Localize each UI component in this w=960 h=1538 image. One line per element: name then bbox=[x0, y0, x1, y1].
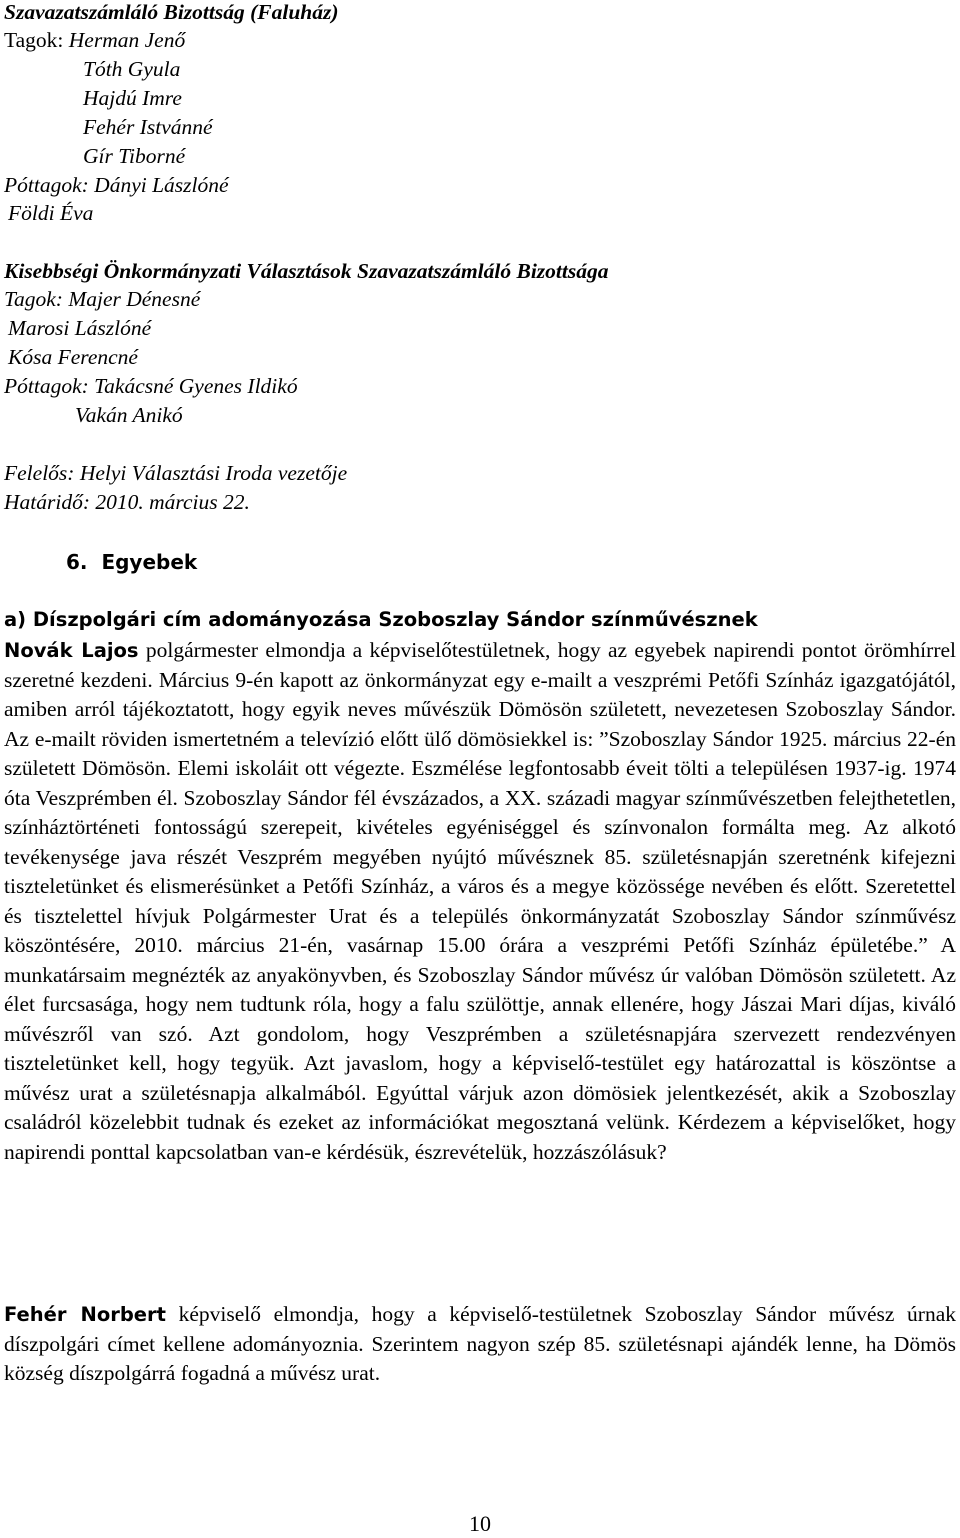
substitute-name: Földi Éva bbox=[8, 201, 94, 225]
member-name: Herman Jenő bbox=[68, 28, 186, 52]
paragraph-2 bbox=[4, 1300, 956, 1389]
paragraph-text: képviselő elmondja, hogy a képviselő-testületnek Szoboszlay Sándor művész úrnak díszpolgári címet kellene adományoznia. Szerintem nagyon szép 85. születésnapi ajándék lenne, ha Dömös község díszpolgárrá fogadná a művész urat. bbox=[4, 1302, 956, 1385]
member-name: Tóth Gyula bbox=[83, 57, 181, 81]
committee2-substitutes-first bbox=[4, 372, 298, 401]
substitutes-label: Póttagok: bbox=[4, 374, 89, 398]
committee1-members-first bbox=[4, 26, 185, 55]
member-name: Kósa Ferencné bbox=[8, 345, 138, 369]
committee2-title: Kisebbségi Önkormányzati Választások Szavazatszámláló Bizottsága bbox=[4, 259, 609, 283]
responsible-line: Felelős: Helyi Választási Iroda vezetője bbox=[4, 461, 348, 485]
member-name: Fehér Istvánné bbox=[83, 115, 213, 139]
member-name: Marosi Lászlóné bbox=[8, 316, 152, 340]
section-number: 6. bbox=[66, 550, 88, 574]
section-title: Egyebek bbox=[101, 550, 198, 574]
members-label: Tagok: bbox=[4, 28, 64, 52]
members-label: Tagok: bbox=[4, 287, 63, 311]
member-name: Gír Tiborné bbox=[83, 144, 186, 168]
committee2-members-first bbox=[4, 285, 200, 314]
agenda-item-title: a) Díszpolgári cím adományozása Szoboszlay Sándor színművésznek bbox=[4, 608, 758, 631]
member-name: Majer Dénesné bbox=[68, 287, 201, 311]
committee1-title: Szavazatszámláló Bizottság (Faluház) bbox=[4, 0, 339, 24]
speaker-name: Novák Lajos bbox=[4, 639, 139, 662]
member-name: Hajdú Imre bbox=[83, 86, 182, 110]
section-heading bbox=[66, 548, 197, 577]
committee1-substitutes-first bbox=[4, 171, 229, 200]
speaker-name: Fehér Norbert bbox=[4, 1303, 166, 1326]
page-number: 10 bbox=[469, 1511, 491, 1536]
substitute-name: Vakán Anikó bbox=[75, 403, 183, 427]
paragraph-1 bbox=[4, 636, 956, 1167]
deadline-line: Határidő: 2010. március 22. bbox=[4, 490, 250, 514]
substitutes-label: Póttagok: bbox=[4, 173, 89, 197]
paragraph-text: polgármester elmondja a képviselőtestületnek, hogy az egyebek napirendi pontot örömhírrel szeretné kezdeni. Március 9-én kapott az önkormányzat egy e-mailt a veszprémi Petőfi Színház igazgatójától, amiben arról tájékoztatott, hogy egyik neves művészük Dömösön született, nevezetesen Szoboszlay Sándor. Az e-mailt röviden ismertetném a televízió előtt ülő dömösiekkel is: ”Szoboszlay Sándor 1925. március 22-én született Dömösön. Elemi iskoláit ott végezte. Eszmélése legfontosabb éveit tölti a településen 1937-ig. 1974 óta Veszprémben él. Szoboszlay Sándor fél évszázados, a XX. századi magyar színművészetben felejthetetlen, színháztörténeti fontosságú szerepeit, kivételes egyéniséggel és színvonalon formálta meg. Az alkotó tevékenysége java részét Veszprém megyében nyújtó művésznek 85. születésnapján szeretnénk kifejezni tiszteletünket és elismerésünket a Petőfi Színház, a város és a megye közössége nevében és előtt. Szeretettel és tisztelettel hívjuk Polgármester Urat és a település önkormányzatát Szoboszlay Sándor színművész köszöntésére, 2010. március 21-én, vasárnap 15.00 órára a veszprémi Petőfi Színház épületébe.” A munkatársaim megnézték az anyakönyvben, és Szoboszlay Sándor művész úr valóban Dömösön született. Az élet furcsasága, hogy nem tudtunk róla, hogy a falu szülöttje, annak ellenére, hogy Jászai Mari díjas, kiváló művészről van szó. Azt gondolom, hogy Veszprémben a születésnapjára szervezett rendezvényen tiszteletünket kell, hogy tegyük. Azt javaslom, hogy a képviselő-testület egy határozattal is köszöntse a művész urat a születésnapja alkalmából. Egyúttal várjuk azon dömösiek jelentkezését, akik a Szoboszlay családról közelebbit tudnak és ezeket az információkat megosztaná velünk. Kérdezem a képviselőket, hogy napirendi ponttal kapcsolatban van-e kérdésük, észrevételük, hozzászólásuk? bbox=[4, 638, 956, 1164]
substitute-name: Dányi Lászlóné bbox=[94, 173, 229, 197]
substitute-name: Takácsné Gyenes Ildikó bbox=[94, 374, 298, 398]
